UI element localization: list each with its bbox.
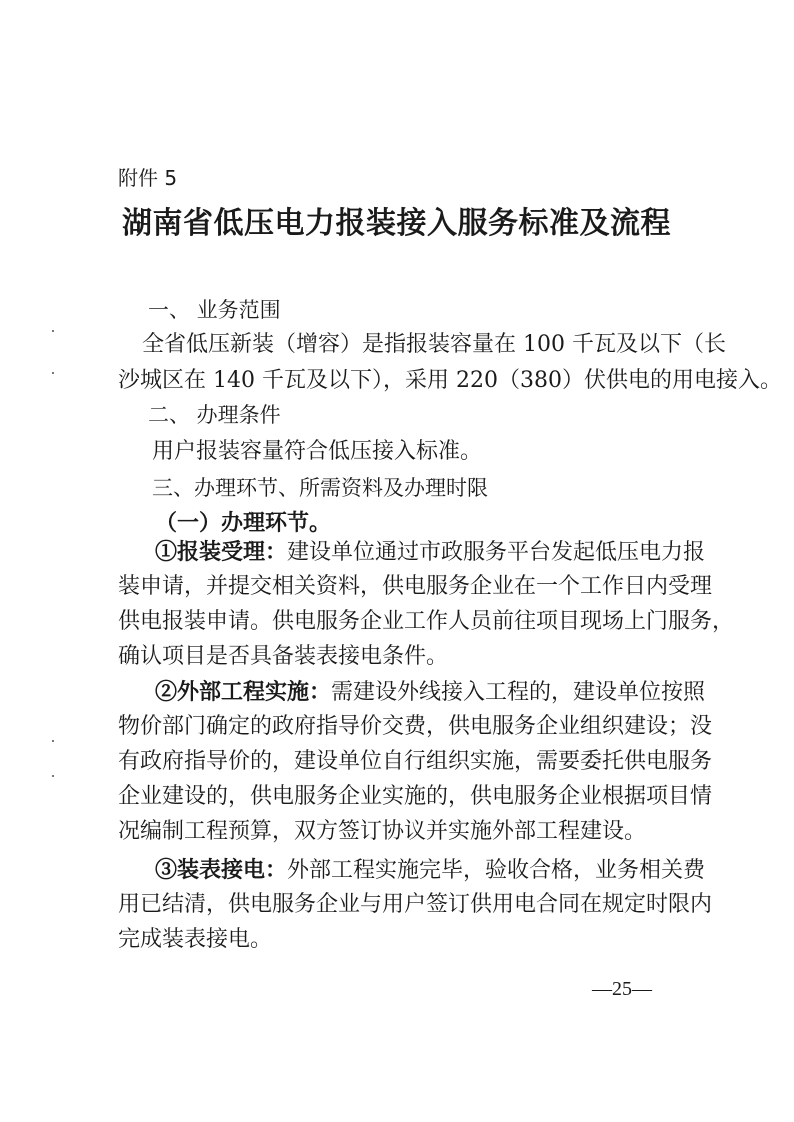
section-heading-process: 三、办理环节、所需资料及办理时限 <box>152 476 488 500</box>
paragraph-line: 况编制工程预算，双方签订协议并实施外部工程建设。 <box>118 819 647 844</box>
paragraph-line: 确认项目是否具备装表接电条件。 <box>118 644 449 669</box>
step3-label: ③装表接电： <box>155 857 288 883</box>
paragraph-text: 外部工程实施完毕，验收合格，业务相关费 <box>287 858 706 883</box>
paragraph-text: 需建设外线接入工程的，建设单位按照 <box>331 680 706 705</box>
scan-speck <box>52 372 54 374</box>
paragraph-line: 有政府指导价的，建设单位自行组织实施，需要委托供电服务 <box>118 749 713 774</box>
paragraph-line: 企业建设的，供电服务企业实施的，供电服务企业根据项目情 <box>118 784 713 809</box>
scan-speck <box>52 740 54 742</box>
page-number: —25— <box>592 978 652 1000</box>
step2-label: ②外部工程实施： <box>155 679 332 705</box>
paragraph-line: 供电报装申请。供电服务企业工作人员前往项目现场上门服务， <box>118 609 735 634</box>
paragraph-text: 建设单位通过市政服务平台发起低压电力报 <box>287 540 706 565</box>
document-title: 湖南省低压电力报装接入服务标准及流程 <box>122 206 671 241</box>
paragraph-line: 沙城区在 140 千瓦及以下），采用 220（380）伏供电的用电接入。 <box>118 368 782 393</box>
step2-first-line <box>155 677 706 707</box>
paragraph-line: 完成装表接电。 <box>118 927 273 952</box>
scan-speck <box>52 330 54 332</box>
paragraph-line: 装申请，并提交相关资料，供电服务企业在一个工作日内受理 <box>118 574 713 599</box>
attachment-label: 附件 5 <box>118 166 178 190</box>
paragraph-line: 物价部门确定的政府指导价交费，供电服务企业组织建设；没 <box>118 714 713 739</box>
step1-label: ①报装受理： <box>155 539 288 565</box>
section-heading-scope: 一、 业务范围 <box>148 298 281 322</box>
subsection-heading: （一）办理环节。 <box>155 510 332 536</box>
section-heading-conditions: 二、 办理条件 <box>148 403 281 427</box>
paragraph-line: 用户报装容量符合低压接入标准。 <box>152 439 483 464</box>
paragraph-line: 用已结清，供电服务企业与用户签订供用电合同在规定时限内 <box>118 892 713 917</box>
scan-speck <box>52 775 54 777</box>
paragraph-line: 全省低压新装（增容）是指报装容量在 100 千瓦及以下（长 <box>142 332 726 357</box>
step1-first-line <box>155 537 706 567</box>
step3-first-line <box>155 855 706 885</box>
